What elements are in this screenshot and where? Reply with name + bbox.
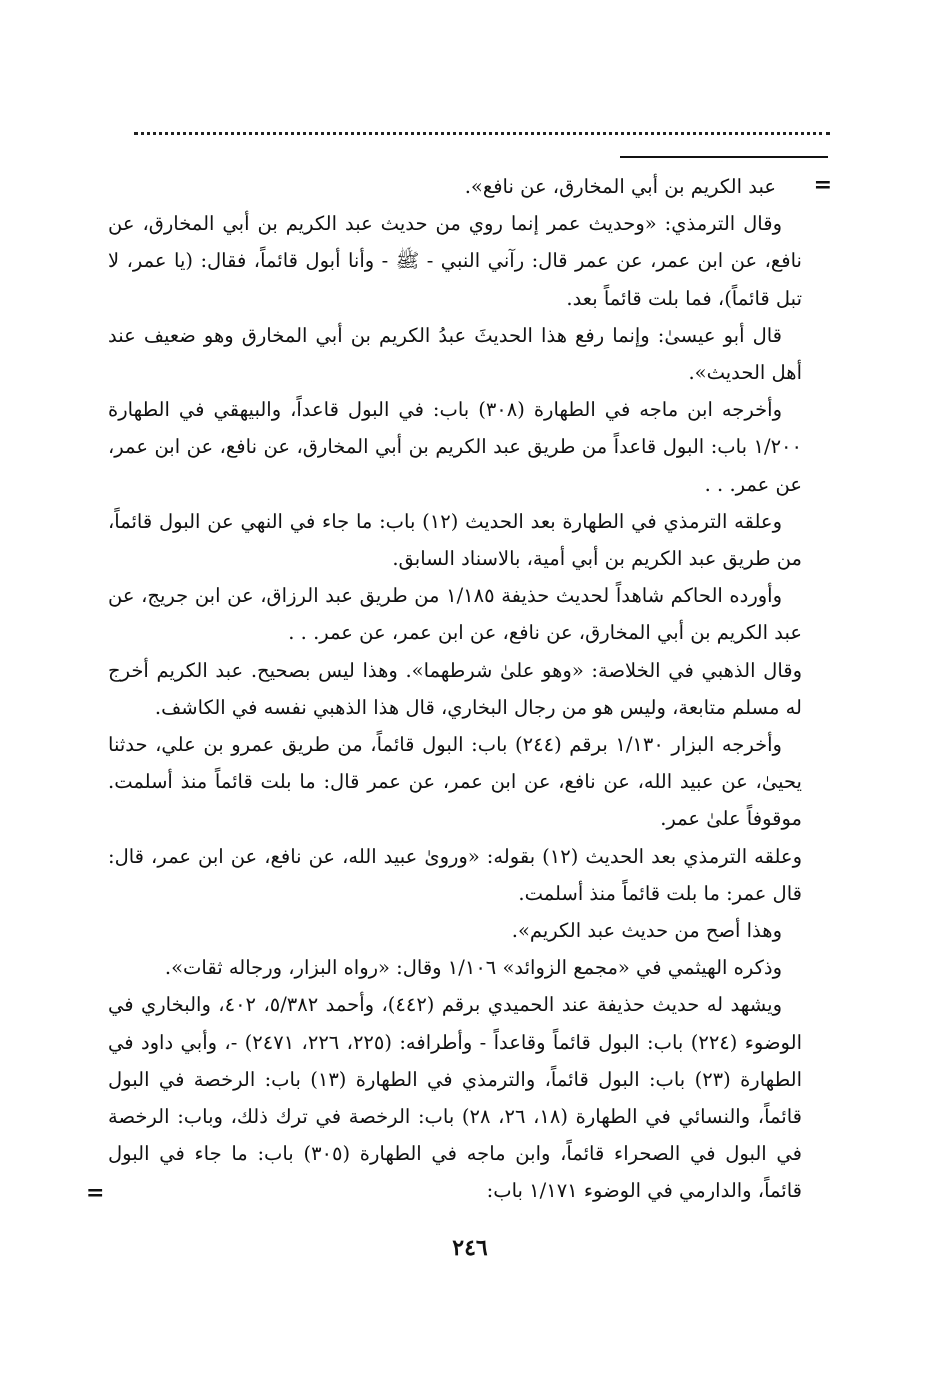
page-number: ٢٤٦: [452, 1235, 488, 1261]
footnote-paragraph-4: وأخرجه ابن ماجه في الطهارة (٣٠٨) باب: في البول قاعداً، والبيهقي في الطهارة ١/٢٠٠ باب: البول قاعداً من طريق عبد الكريم بن أبي المخارق، عن نافع، عن ابن عمر، عن عمر. . .: [108, 398, 802, 496]
footnote-paragraph-2: وقال الترمذي: «وحديث عمر إنما روي من حديث عبد الكريم بن أبي المخارق، عن نافع، عن ابن عمر، عن عمر قال: رآني النبي - ﷺ - وأنا أبول قائماً، فقال: (يا عمر، لا تبل قائماً)، فما بلت قائماً بعد.: [108, 212, 802, 310]
footnote-paragraph-5: وعلقه الترمذي في الطهارة بعد الحديث (١٢) باب: ما جاء في النهي عن البول قائماً، من طريق عبد الكريم بن أبي أمية، بالاسناد السابق.: [108, 509, 802, 571]
footnote-paragraph-3: قال أبو عيسىٰ: وإنما رفع هذا الحديثَ عبدُ الكريم بن أبي المخارق وهو ضعيف عند أهل الحديث».: [108, 323, 802, 385]
continuation-mark-start: =: [813, 172, 832, 198]
footnote-paragraph-8: وأخرجه البزار ١/١٣٠ برقم (٢٤٤) باب: البول قائماً، من طريق عمرو بن علي، حدثنا يحيىٰ، عن عبيد الله، عن نافع، عن ابن عمر، عن عمر قال: ما بلت قائماً منذ أسلمت. موقوفاً علىٰ عمر.: [108, 733, 802, 831]
footnote-paragraph-1: عبد الكريم بن أبي المخارق، عن نافع».: [464, 175, 776, 198]
footnote-paragraph-9: وعلقه الترمذي بعد الحديث (١٢) بقوله: «وروىٰ عبيد الله، عن نافع، عن ابن عمر، قال: قال عمر: ما بلت قائماً منذ أسلمت.: [108, 844, 802, 905]
footnote-text: [108, 168, 802, 1210]
continuation-mark-end: =: [86, 1180, 105, 1206]
footnote-paragraph-11: وذكره الهيثمي في «مجمع الزوائد» ١/١٠٦ وقال: «رواه البزار، ورجاله ثقات».: [164, 956, 782, 980]
footnote-paragraph-10: وهذا أصح من حديث عبد الكريم».: [511, 919, 782, 943]
footnote-paragraph-12: ويشهد له حديث حذيفة عند الحميدي برقم (٤٤٢)، وأحمد ٥/٣٨٢، ٤٠٢، والبخاري في الوضوء (٢٢٤) باب: البول قائماً وقاعداً - وأطرافه: (٢٢٥، ٢٢٦، ٢٤٧١) -، وأبي داود في الطهارة (٢٣) باب: البول قائماً، والترمذي في الطهارة (١٣) باب: الرخصة في البول قائماً، والنسائي في الطهارة (١٨، ٢٦، ٢٨) باب: الرخصة في ترك ذلك، وباب: الرخصة في البول في الصحراء قائماً، وابن ماجه في الطهارة (٣٠٥) باب: ما جاء في البول قائماً، والدارمي في الوضوء ١/١٧١ باب:: [108, 993, 802, 1203]
dotted-separator: [134, 132, 830, 135]
footnote-rule: [620, 156, 828, 158]
footnote-paragraph-7: وقال الذهبي في الخلاصة: «وهو علىٰ شرطهما». وهذا ليس بصحيح. عبد الكريم أخرج له مسلم متابعة، وليس هو من رجال البخاري، قال هذا الذهبي نفسه في الكاشف.: [108, 658, 802, 719]
footnote-paragraph-6: وأورده الحاكم شاهداً لحديث حذيفة ١/١٨٥ من طريق عبد الرزاق، عن ابن جريج، عن عبد الكريم بن أبي المخارق، عن نافع، عن ابن عمر، عن عمر. . .: [108, 584, 802, 645]
